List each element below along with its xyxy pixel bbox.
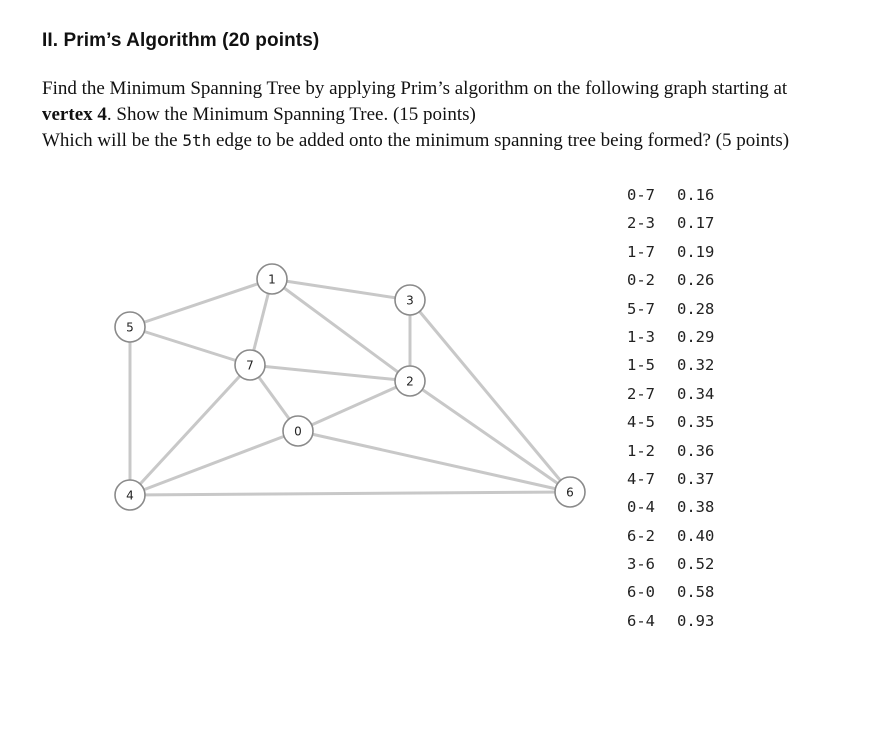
question-text: Which will be the	[42, 130, 183, 151]
edge-weight-list	[627, 181, 714, 635]
edge-row	[627, 437, 714, 465]
edge-endpoints: 6-4	[627, 611, 655, 630]
edge-weight: 0.37	[677, 469, 715, 488]
edge-weight: 0.35	[677, 413, 715, 432]
edge-row	[627, 493, 714, 521]
edge-row	[627, 465, 714, 493]
graph-edge-5-7	[130, 327, 250, 365]
page-title: II. Prim’s Algorithm (20 points)	[42, 30, 320, 51]
edge-row	[627, 380, 714, 408]
edge-endpoints: 2-7	[627, 384, 655, 403]
graph-edge-1-5	[130, 279, 272, 327]
edge-row	[627, 209, 714, 237]
edge-endpoints: 0-2	[627, 271, 655, 290]
edge-row	[627, 522, 714, 550]
graph-node-4	[115, 480, 145, 510]
edge-row	[627, 408, 714, 436]
edge-weight: 0.32	[677, 356, 715, 375]
edge-endpoints: 6-0	[627, 583, 655, 602]
instruction-text-end: . Show the Minimum Spanning Tree. (15 points)	[106, 104, 476, 125]
graph-node-5	[115, 312, 145, 342]
graph-node-1	[257, 264, 287, 294]
edge-weight: 0.19	[677, 242, 715, 261]
edge-row	[627, 266, 714, 294]
edge-row	[627, 181, 714, 209]
node-label: 4	[126, 488, 134, 503]
graph-node-0	[283, 416, 313, 446]
edge-endpoints: 6-2	[627, 526, 655, 545]
edge-endpoints: 1-5	[627, 356, 655, 375]
graph-node-6	[555, 477, 585, 507]
edge-endpoints: 4-7	[627, 469, 655, 488]
edge-row	[627, 295, 714, 323]
edge-row	[627, 323, 714, 351]
edge-row	[627, 550, 714, 578]
node-label: 1	[268, 272, 276, 287]
edge-row	[627, 238, 714, 266]
node-label: 3	[406, 293, 414, 308]
edge-endpoints: 0-4	[627, 498, 655, 517]
edge-weight: 0.40	[677, 526, 715, 545]
node-label: 7	[246, 358, 254, 373]
graph-edge-1-3	[272, 279, 410, 300]
graph-edge-6-4	[130, 492, 570, 495]
graph-edge-4-7	[130, 365, 250, 495]
edge-weight: 0.29	[677, 327, 715, 346]
edge-weight: 0.93	[677, 611, 715, 630]
graph-edge-1-2	[272, 279, 410, 381]
question-text-end: edge to be added onto the minimum spanning tree being formed? (5 points)	[211, 130, 790, 151]
edge-endpoints: 4-5	[627, 413, 655, 432]
edge-layer	[130, 279, 570, 495]
edge-weight: 0.36	[677, 441, 715, 460]
edge-weight: 0.28	[677, 299, 715, 318]
graph-node-3	[395, 285, 425, 315]
edge-endpoints: 5-7	[627, 299, 655, 318]
edge-weight: 0.38	[677, 498, 715, 517]
edge-weight: 0.26	[677, 271, 715, 290]
instruction-text: Find the Minimum Spanning Tree by applying Prim’s algorithm on the following graph starting at	[42, 78, 788, 99]
graph-edge-2-7	[250, 365, 410, 381]
node-label: 6	[566, 485, 574, 500]
edge-endpoints: 1-7	[627, 242, 655, 261]
edge-weight: 0.17	[677, 214, 715, 233]
edge-endpoints: 2-3	[627, 214, 655, 233]
graph-node-7	[235, 350, 265, 380]
start-vertex: vertex 4	[42, 104, 107, 125]
edge-endpoints: 1-3	[627, 327, 655, 346]
edge-endpoints: 1-2	[627, 441, 655, 460]
graph-edge-0-4	[130, 431, 298, 495]
edge-row	[627, 607, 714, 635]
graph-node-2	[395, 366, 425, 396]
node-label: 0	[294, 424, 302, 439]
edge-weight: 0.34	[677, 384, 715, 403]
node-label: 5	[126, 320, 134, 335]
node-label: 2	[406, 374, 414, 389]
edge-endpoints: 0-7	[627, 186, 655, 204]
graph-edge-6-0	[298, 431, 570, 492]
edge-row	[627, 578, 714, 606]
edge-ordinal: 5th	[182, 131, 212, 150]
edge-weight: 0.52	[677, 555, 715, 574]
edge-weight: 0.58	[677, 583, 715, 602]
edge-endpoints: 3-6	[627, 555, 655, 574]
edge-weight: 0.16	[677, 186, 715, 204]
graph-edge-0-2	[298, 381, 410, 431]
edge-row	[627, 351, 714, 379]
